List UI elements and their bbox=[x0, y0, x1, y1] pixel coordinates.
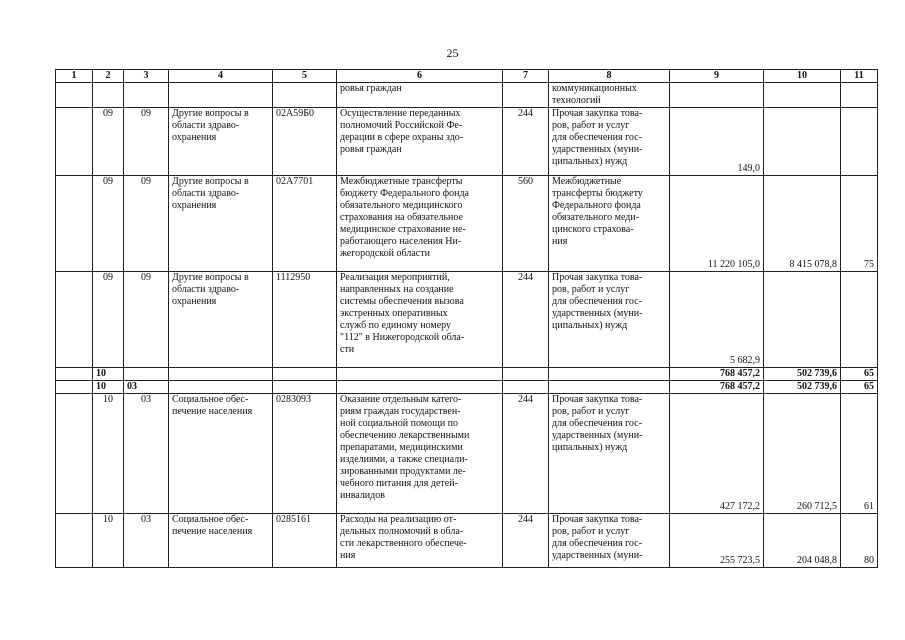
cell-percent: 61 bbox=[841, 394, 878, 514]
cell-expense-type-name: Прочая закупка това- ров, работ и услуг для обеспечения гос- ударственных (муни- ципальных) нужд bbox=[549, 394, 670, 514]
table-row bbox=[56, 272, 878, 368]
cell-expense-type-name: коммуникационных технологий bbox=[549, 83, 670, 108]
cell-percent: 80 bbox=[841, 514, 878, 568]
cell-section: 09 bbox=[93, 272, 124, 368]
cell-executed-amount bbox=[764, 108, 841, 176]
cell-article-name: ровья граждан bbox=[337, 83, 503, 108]
cell-section: 10 bbox=[93, 368, 124, 381]
cell-subsection-name bbox=[169, 83, 273, 108]
cell-article-name: Расходы на реализацию от- дельных полномочий в обла- сти лекарственного обеспече- ния bbox=[337, 514, 503, 568]
cell-expense-type-name bbox=[549, 381, 670, 394]
cell-section bbox=[93, 83, 124, 108]
cell-executed-amount: 260 712,5 bbox=[764, 394, 841, 514]
cell-executed-amount bbox=[764, 83, 841, 108]
cell-col-1 bbox=[56, 83, 93, 108]
cell-col-1 bbox=[56, 368, 93, 381]
cell-target-article: 0285161 bbox=[273, 514, 337, 568]
table-row bbox=[56, 514, 878, 568]
cell-target-article: 0283093 bbox=[273, 394, 337, 514]
cell-subsection: 09 bbox=[124, 108, 169, 176]
cell-subsection bbox=[124, 368, 169, 381]
table-row bbox=[56, 108, 878, 176]
table-row bbox=[56, 176, 878, 272]
column-header: 4 bbox=[169, 70, 273, 83]
cell-article-name: Реализация мероприятий, направленных на создание системы обеспечения вызова экстренных оперативных служб по единому номеру "112" в Нижегородской обла- сти bbox=[337, 272, 503, 368]
cell-planned-amount: 768 457,2 bbox=[670, 381, 764, 394]
column-header: 11 bbox=[841, 70, 878, 83]
cell-executed-amount: 502 739,6 bbox=[764, 381, 841, 394]
cell-expense-type bbox=[503, 368, 549, 381]
cell-percent: 65 bbox=[841, 368, 878, 381]
cell-col-1 bbox=[56, 108, 93, 176]
cell-executed-amount bbox=[764, 272, 841, 368]
cell-target-article: 1112950 bbox=[273, 272, 337, 368]
cell-expense-type-name bbox=[549, 368, 670, 381]
cell-target-article bbox=[273, 381, 337, 394]
cell-planned-amount: 427 172,2 bbox=[670, 394, 764, 514]
cell-planned-amount: 768 457,2 bbox=[670, 368, 764, 381]
cell-planned-amount: 255 723,5 bbox=[670, 514, 764, 568]
budget-table bbox=[55, 69, 878, 568]
cell-expense-type: 244 bbox=[503, 108, 549, 176]
column-header: 2 bbox=[93, 70, 124, 83]
cell-executed-amount: 8 415 078,8 bbox=[764, 176, 841, 272]
cell-expense-type bbox=[503, 381, 549, 394]
cell-subsection-name: Социальное обес- печение населения bbox=[169, 394, 273, 514]
cell-target-article: 02А59Б0 bbox=[273, 108, 337, 176]
cell-subsection: 09 bbox=[124, 176, 169, 272]
cell-subsection-name: Другие вопросы в области здраво- охранения bbox=[169, 176, 273, 272]
cell-col-1 bbox=[56, 394, 93, 514]
cell-percent: 65 bbox=[841, 381, 878, 394]
cell-expense-type: 244 bbox=[503, 394, 549, 514]
cell-target-article bbox=[273, 368, 337, 381]
cell-expense-type-name: Межбюджетные трансферты бюджету Федерального фонда обязательного меди- цинского страхова- ния bbox=[549, 176, 670, 272]
column-header: 10 bbox=[764, 70, 841, 83]
column-header: 6 bbox=[337, 70, 503, 83]
cell-section: 10 bbox=[93, 381, 124, 394]
cell-article-name: Осуществление переданных полномочий Российской Фе- дерации в сфере охраны здо- ровья граждан bbox=[337, 108, 503, 176]
cell-subsection-name: Другие вопросы в области здраво- охранения bbox=[169, 108, 273, 176]
cell-col-1 bbox=[56, 514, 93, 568]
page-number: 25 bbox=[446, 46, 459, 60]
column-header: 7 bbox=[503, 70, 549, 83]
cell-section: 09 bbox=[93, 108, 124, 176]
cell-planned-amount: 5 682,9 bbox=[670, 272, 764, 368]
cell-subsection-name: Другие вопросы в области здраво- охранения bbox=[169, 272, 273, 368]
cell-expense-type: 560 bbox=[503, 176, 549, 272]
cell-expense-type-name: Прочая закупка това- ров, работ и услуг для обеспечения гос- ударственных (муни- ципальных) нужд bbox=[549, 272, 670, 368]
cell-percent: 75 bbox=[841, 176, 878, 272]
cell-percent bbox=[841, 83, 878, 108]
cell-col-1 bbox=[56, 176, 93, 272]
cell-section: 10 bbox=[93, 514, 124, 568]
table-row bbox=[56, 368, 878, 381]
cell-subsection-name bbox=[169, 381, 273, 394]
cell-section: 09 bbox=[93, 176, 124, 272]
cell-subsection bbox=[124, 83, 169, 108]
cell-article-name bbox=[337, 381, 503, 394]
cell-percent bbox=[841, 108, 878, 176]
cell-expense-type-name: Прочая закупка това- ров, работ и услуг для обеспечения гос- ударственных (муни- bbox=[549, 514, 670, 568]
cell-planned-amount bbox=[670, 83, 764, 108]
cell-executed-amount: 204 048,8 bbox=[764, 514, 841, 568]
cell-subsection: 03 bbox=[124, 381, 169, 394]
column-header: 5 bbox=[273, 70, 337, 83]
cell-section: 10 bbox=[93, 394, 124, 514]
header-row bbox=[56, 70, 878, 83]
column-header: 3 bbox=[124, 70, 169, 83]
cell-percent bbox=[841, 272, 878, 368]
cell-col-1 bbox=[56, 272, 93, 368]
column-header: 1 bbox=[56, 70, 93, 83]
cell-subsection-name bbox=[169, 368, 273, 381]
cell-subsection-name: Социальное обес- печение населения bbox=[169, 514, 273, 568]
cell-subsection: 03 bbox=[124, 514, 169, 568]
cell-executed-amount: 502 739,6 bbox=[764, 368, 841, 381]
column-header: 8 bbox=[549, 70, 670, 83]
cell-article-name: Межбюджетные трансферты бюджету Федерального фонда обязательного медицинского страхования на обязательное медицинское страхование не- работающего населения Ни- жегородской области bbox=[337, 176, 503, 272]
table-row bbox=[56, 394, 878, 514]
cell-expense-type bbox=[503, 83, 549, 108]
cell-subsection: 03 bbox=[124, 394, 169, 514]
column-header: 9 bbox=[670, 70, 764, 83]
cell-target-article: 02А7701 bbox=[273, 176, 337, 272]
cell-target-article bbox=[273, 83, 337, 108]
cell-planned-amount: 149,0 bbox=[670, 108, 764, 176]
table-row bbox=[56, 381, 878, 394]
cell-planned-amount: 11 220 105,0 bbox=[670, 176, 764, 272]
cell-expense-type-name: Прочая закупка това- ров, работ и услуг для обеспечения гос- ударственных (муни- ципальных) нужд bbox=[549, 108, 670, 176]
cell-expense-type: 244 bbox=[503, 514, 549, 568]
cell-subsection: 09 bbox=[124, 272, 169, 368]
cell-article-name: Оказание отдельным катего- риям граждан государствен- ной социальной помощи по обеспечению лекарственными препаратами, медицинскими изделиями, а также специали- зированными продуктами ле- чебного питания для детей- инвалидов bbox=[337, 394, 503, 514]
table-row bbox=[56, 83, 878, 108]
cell-article-name bbox=[337, 368, 503, 381]
cell-expense-type: 244 bbox=[503, 272, 549, 368]
cell-col-1 bbox=[56, 381, 93, 394]
